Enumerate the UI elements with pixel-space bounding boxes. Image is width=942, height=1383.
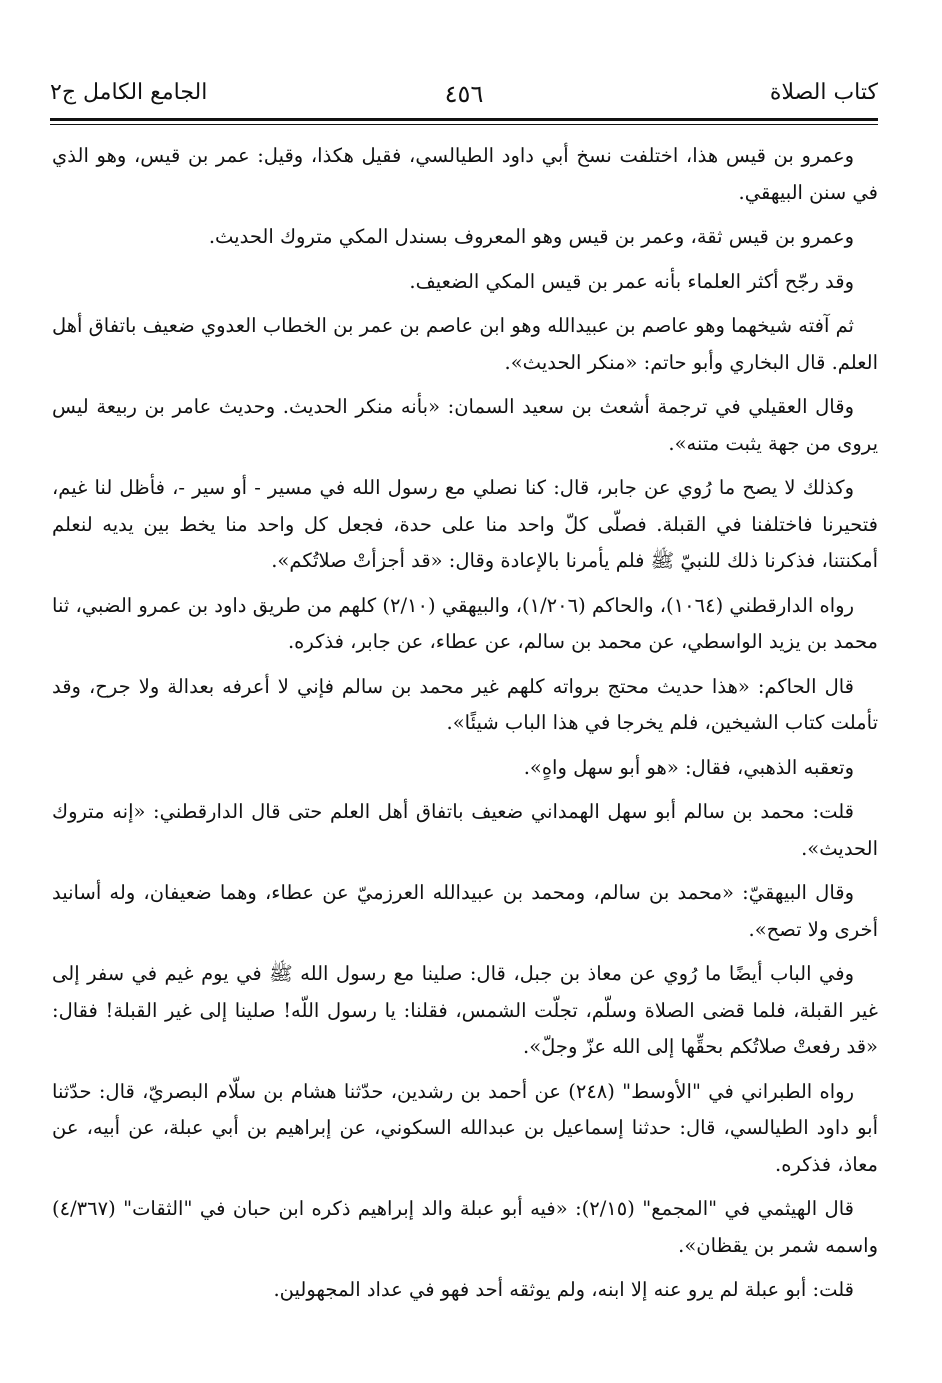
paragraph: قال الهيثمي في "المجمع" (٢/١٥): «فيه أبو عبلة والد إبراهيم ذكره ابن حبان في "الثقات" (٤/٣٦٧) واسمه شمر بن يقظان». — [52, 1197, 878, 1257]
paragraph: قلت: محمد بن سالم أبو سهل الهمداني ضعيف باتفاق أهل العلم حتى قال الدارقطني: «إنه متروك الحديث». — [52, 800, 878, 860]
paragraph: رواه الطبراني في "الأوسط" (٢٤٨) عن أحمد بن رشدين، حدّثنا هشام بن سلّام البصريّ، قال: حدّثنا أبو داود الطيالسي، قال: حدثنا إسماعيل بن عبدالله السكوني، عن إبراهيم بن أبي عبلة، عن أبيه، عن معاذ، فذكره. — [52, 1079, 878, 1176]
paragraph: وعمرو بن قيس ثقة، وعمر بن قيس وهو المعروف بسندل المكي متروك الحديث. — [208, 225, 854, 248]
page-number: ٤٥٦ — [444, 80, 484, 108]
book-title: الجامع الكامل ج٢ — [50, 80, 208, 105]
paragraph: وفي الباب أيضًا ما رُوي عن معاذ بن جبل، قال: صلينا مع رسول الله ﷺ في يوم غيم في سفر إلى غير القبلة، فلما قضى الصلاة وسلّم، تجلّت الشمس، فقلنا: يا رسول اللّه! صلينا إلى غير القبلة! فقال: «قد رفعتْ صلاتُكم بحقِّها إلى الله عزّ وجلّ». — [52, 962, 878, 1058]
paragraph: ثم آفته شيخهما وهو عاصم بن عبيدالله وهو ابن عاصم بن عمر بن الخطاب العدوي ضعيف باتفاق أهل العلم. قال البخاري وأبو حاتم: «منكر الحديث». — [52, 314, 878, 374]
header-rule-thin — [50, 124, 878, 125]
paragraph: وقد رجّح أكثر العلماء بأنه عمر بن قيس المكي الضعيف. — [409, 269, 854, 293]
paragraph: قال الحاكم: «هذا حديث محتج برواته كلهم غير محمد بن سالم فإني لا أعرفه بعدالة ولا جرح، وقد تأملت كتاب الشيخين، فلم يخرجا في هذا الباب شيئًا». — [52, 674, 878, 734]
paragraph: رواه الدارقطني (١٠٦٤)، والحاكم (١/٢٠٦)، والبيهقي (٢/١٠) كلهم من طريق داود بن عمرو الضبي، ثنا محمد بن يزيد الواسطي، عن محمد بن سالم، عن عطاء، عن جابر، فذكره. — [52, 593, 878, 653]
page-body — [52, 138, 878, 1317]
paragraph: وكذلك لا يصح ما رُوي عن جابر، قال: كنا نصلي مع رسول الله في مسير - أو سير -، فأظل لنا غيم، فتحيرنا فاختلفنا في القبلة. فصلّى كلّ واحد منا على حدة، فجعل كل واحد منا يخط بين يديه لنعلم أمكنتنا، فذكرنا ذلك للنبيّ ﷺ فلم يأمرنا بالإعادة وقال: «قد أجزأتْ صلاتُكم». — [52, 476, 878, 572]
header-rule-thick — [50, 118, 878, 121]
page-header — [50, 74, 878, 118]
paragraph: وعمرو بن قيس هذا، اختلفت نسخ أبي داود الطيالسي، فقيل هكذا، وقيل: عمر بن قيس، وهو الذي في سنن البيهقي. — [52, 144, 878, 204]
section-title: كتاب الصلاة — [769, 80, 878, 105]
paragraph: وقال البيهقيّ: «محمد بن سالم، ومحمد بن عبيدالله العرزميّ عن عطاء، وهما ضعيفان، وله أسانيد أخرى ولا تصح». — [52, 881, 878, 941]
paragraph: وقال العقيلي في ترجمة أشعث بن سعيد السمان: «بأنه منكر الحديث. وحديث عامر بن ربيعة ليس يروى من جهة يثبت متنه». — [52, 395, 878, 455]
paragraph: قلت: أبو عبلة لم يرو عنه إلا ابنه، ولم يوثقه أحد فهو في عداد المجهولين. — [273, 1278, 854, 1301]
paragraph: وتعقبه الذهبي، فقال: «هو أبو سهل واهٍ». — [523, 755, 854, 779]
